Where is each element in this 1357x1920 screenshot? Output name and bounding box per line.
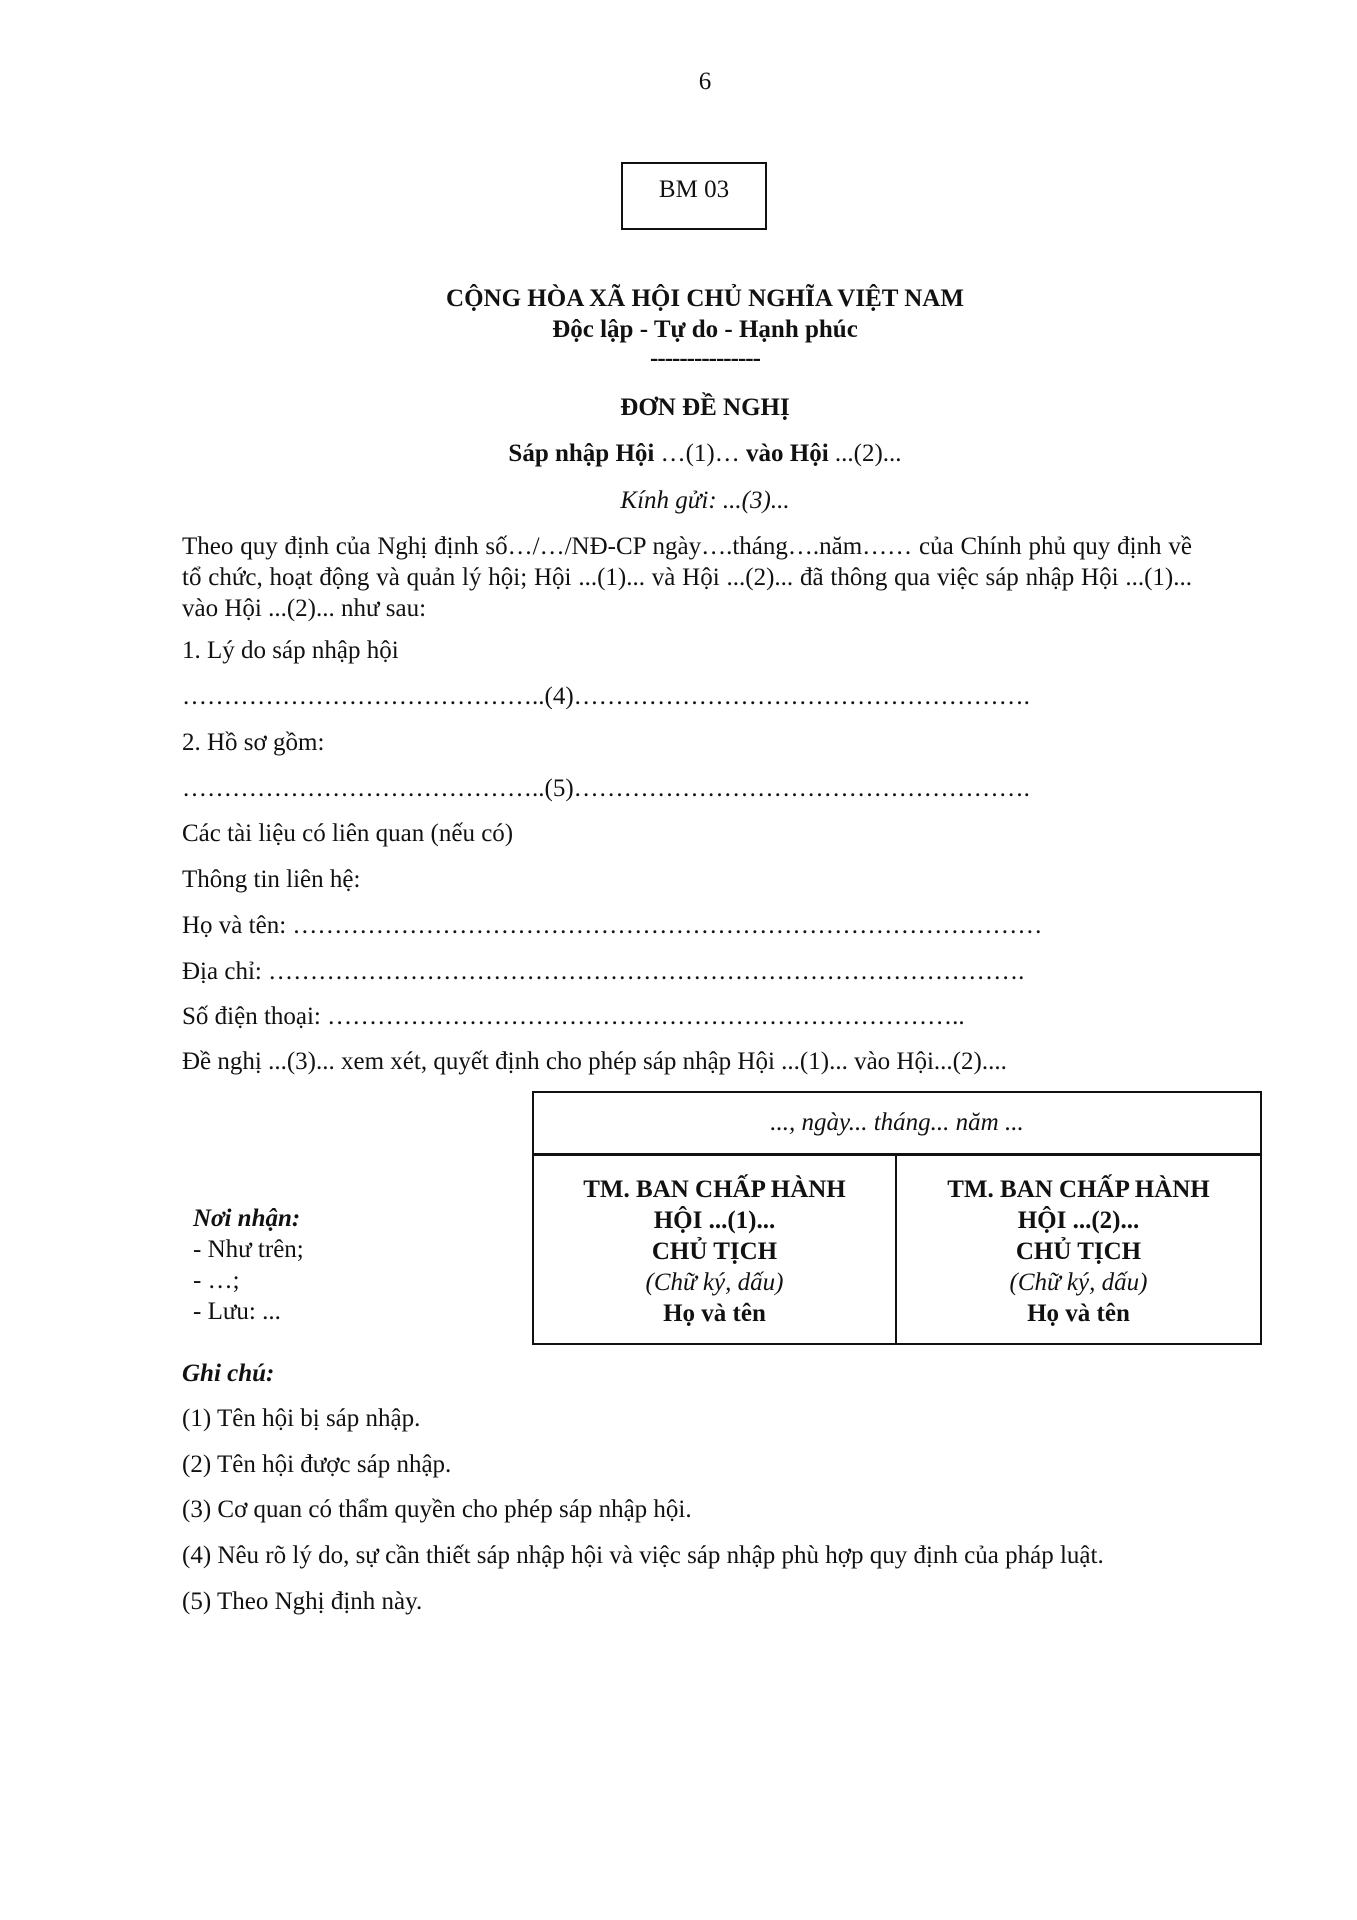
note-4: (4) Nêu rõ lý do, sự cần thiết sáp nhập hội và việc sáp nhập phù hợp quy định của pháp luật. <box>182 1542 1104 1569</box>
dossier-dots: ……………………………………..(5)………………………………………………. <box>182 775 1030 802</box>
form-code: BM 03 <box>658 176 730 203</box>
reason-dots: ……………………………………..(4)………………………………………………. <box>182 683 1030 710</box>
note-2: (2) Tên hội được sáp nhập. <box>182 1451 452 1478</box>
signature-2-line-3: CHỦ TỊCH <box>1015 1238 1142 1265</box>
notes-title: Ghi chú: <box>182 1360 275 1387</box>
header-divider: --------------- <box>650 345 760 372</box>
national-motto: Độc lập - Tự do - Hạnh phúc <box>552 316 858 343</box>
signature-1-line-3: CHỦ TỊCH <box>651 1238 778 1265</box>
request-line: Đề nghị ...(3)... xem xét, quyết định cho phép sáp nhập Hội ...(1)... vào Hội...(2).... <box>182 1048 1007 1075</box>
signature-block-association-2 <box>897 1156 1260 1343</box>
note-5: (5) Theo Nghị định này. <box>182 1588 423 1615</box>
recipients-block <box>193 1203 304 1327</box>
recipients-line-1: - Như trên; <box>193 1236 304 1263</box>
signature-date: ..., ngày... tháng... năm ... <box>770 1109 1024 1136</box>
subject-part-3: vào Hội <box>746 440 835 467</box>
signature-1-line-1: TM. BAN CHẤP HÀNH <box>583 1176 846 1203</box>
signature-table <box>532 1091 1262 1345</box>
phone-field: Số điện thoại: ………………………………………………………………….. <box>182 1003 965 1030</box>
signature-date-row <box>534 1093 1260 1156</box>
reason-label: 1. Lý do sáp nhập hội <box>182 637 399 664</box>
related-docs: Các tài liệu có liên quan (nếu có) <box>182 820 514 847</box>
document-title: ĐƠN ĐỀ NGHỊ <box>620 394 790 421</box>
signature-1-line-5: Họ và tên <box>663 1300 766 1327</box>
signature-2-line-1: TM. BAN CHẤP HÀNH <box>947 1176 1210 1203</box>
intro-paragraph: Theo quy định của Nghị định số…/…/NĐ-CP ngày….tháng….năm…… của Chính phủ quy định về tổ chức, hoạt động và quản lý hội; Hội ...(1)... và Hội ...(2)... đã thông qua việc sáp nhập Hội ...(1)... vào Hội ...(2)... như sau: <box>182 533 1192 622</box>
note-1: (1) Tên hội bị sáp nhập. <box>182 1405 421 1432</box>
signature-1-line-4: (Chữ ký, dấu) <box>645 1269 784 1296</box>
signature-2-line-5: Họ và tên <box>1027 1300 1130 1327</box>
signature-2-line-2: HỘI ...(2)... <box>1017 1207 1140 1234</box>
recipients-title: Nơi nhận: <box>193 1205 301 1232</box>
recipient-line: Kính gửi: ...(3)... <box>620 487 790 514</box>
full-name-field: Họ và tên: ……………………………………………………………………………… <box>182 912 1043 939</box>
dossier-label: 2. Hồ sơ gồm: <box>182 729 325 756</box>
national-title: CỘNG HÒA XÃ HỘI CHỦ NGHĨA VIỆT NAM <box>446 285 964 312</box>
signature-block-association-1 <box>534 1156 897 1343</box>
address-field: Địa chỉ: ………………………………………………………………………………. <box>182 958 1025 985</box>
recipients-line-3: - Lưu: ... <box>193 1298 281 1325</box>
document-subject <box>0 440 1357 468</box>
recipients-line-2: - …; <box>193 1267 240 1294</box>
note-3: (3) Cơ quan có thẩm quyền cho phép sáp nhập hội. <box>182 1496 692 1523</box>
page-number: 6 <box>698 68 712 95</box>
subject-part-2: …(1)… <box>660 440 746 467</box>
contact-info-label: Thông tin liên hệ: <box>182 866 361 893</box>
subject-part-4: ...(2)... <box>834 440 902 467</box>
subject-part-1: Sáp nhập Hội <box>508 440 661 467</box>
signature-1-line-2: HỘI ...(1)... <box>653 1207 776 1234</box>
signature-2-line-4: (Chữ ký, dấu) <box>1009 1269 1148 1296</box>
form-code-box <box>621 162 767 230</box>
